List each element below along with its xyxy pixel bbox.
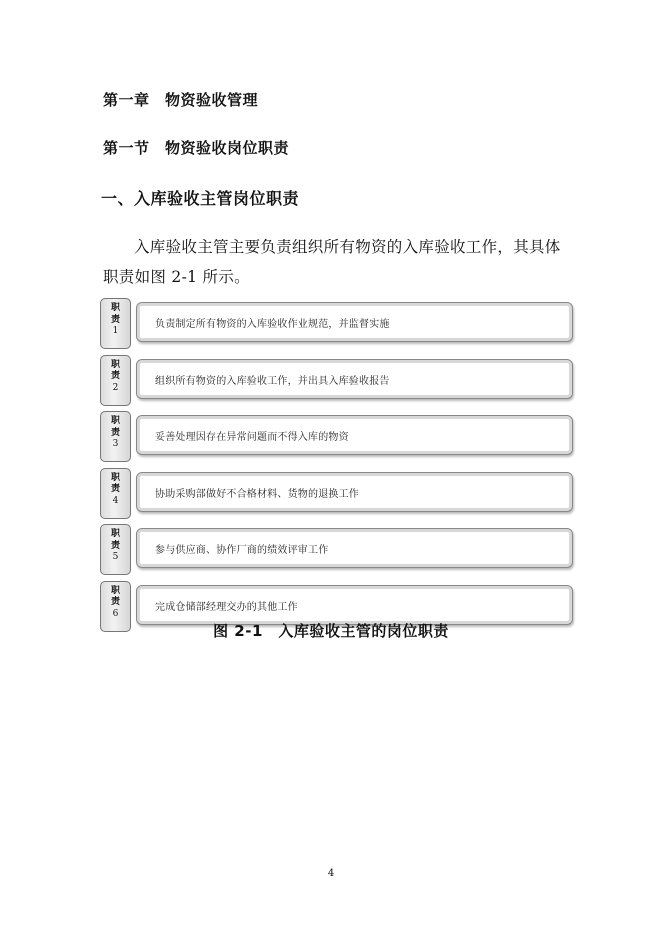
duty-tab: [100, 298, 131, 349]
duty-tab-label: 职责: [110, 416, 120, 438]
duty-box: [136, 472, 573, 512]
duty-text: 协助采购部做好不合格材料、货物的退换工作: [155, 488, 359, 500]
duty-text: 负责制定所有物资的入库验收作业规范，并监督实施: [155, 319, 390, 330]
duty-tab: [100, 468, 131, 519]
duty-row: [100, 298, 575, 350]
duty-tab-label: 职责: [110, 529, 120, 551]
figure-caption: 图 2-1 入库验收主管的岗位职责: [213, 622, 449, 640]
body-paragraph: 入库验收主管主要负责组织所有物资的入库验收工作，其具体职责如图 2-1 所示。: [103, 238, 561, 286]
duty-text: 妥善处理因存在异常问题而不得入库的物资: [155, 432, 349, 443]
subsection-heading: 一、入库验收主管岗位职责: [101, 189, 300, 208]
duty-row: [100, 524, 575, 576]
duty-tab-number: 2: [112, 382, 119, 393]
duties-diagram: [100, 298, 575, 637]
duty-text: 组织所有物资的入库验收工作，并出具入库验收报告: [155, 375, 390, 387]
duty-tab-number: 4: [112, 495, 119, 506]
duty-text: 参与供应商、协作厂商的绩效评审工作: [155, 545, 329, 556]
duty-box: [136, 415, 573, 455]
page-number: 4: [327, 868, 335, 879]
duty-tab-number: 5: [112, 552, 119, 562]
section-heading: 第一节 物资验收岗位职责: [103, 139, 290, 157]
duty-tab-number: 6: [112, 608, 119, 619]
duty-box: [136, 585, 573, 625]
duty-text: 完成仓储部经理交办的其他工作: [155, 601, 298, 613]
duty-tab-label: 职责: [110, 303, 120, 325]
duty-tab: [100, 355, 131, 406]
duty-tab: [100, 411, 131, 462]
duty-tab: [100, 524, 131, 575]
duty-tab-label: 职责: [110, 585, 120, 607]
duty-row: [100, 355, 575, 407]
duty-box: [136, 528, 573, 568]
chapter-heading: 第一章 物资验收管理: [103, 91, 259, 109]
duty-tab-label: 职责: [110, 359, 120, 381]
duty-box: [136, 302, 573, 342]
duty-tab-number: 1: [112, 326, 119, 336]
duty-tab-number: 3: [112, 439, 119, 449]
duty-tab-label: 职责: [110, 472, 120, 494]
duty-row: [100, 468, 575, 520]
duty-row: [100, 411, 575, 463]
duty-box: [136, 359, 573, 399]
